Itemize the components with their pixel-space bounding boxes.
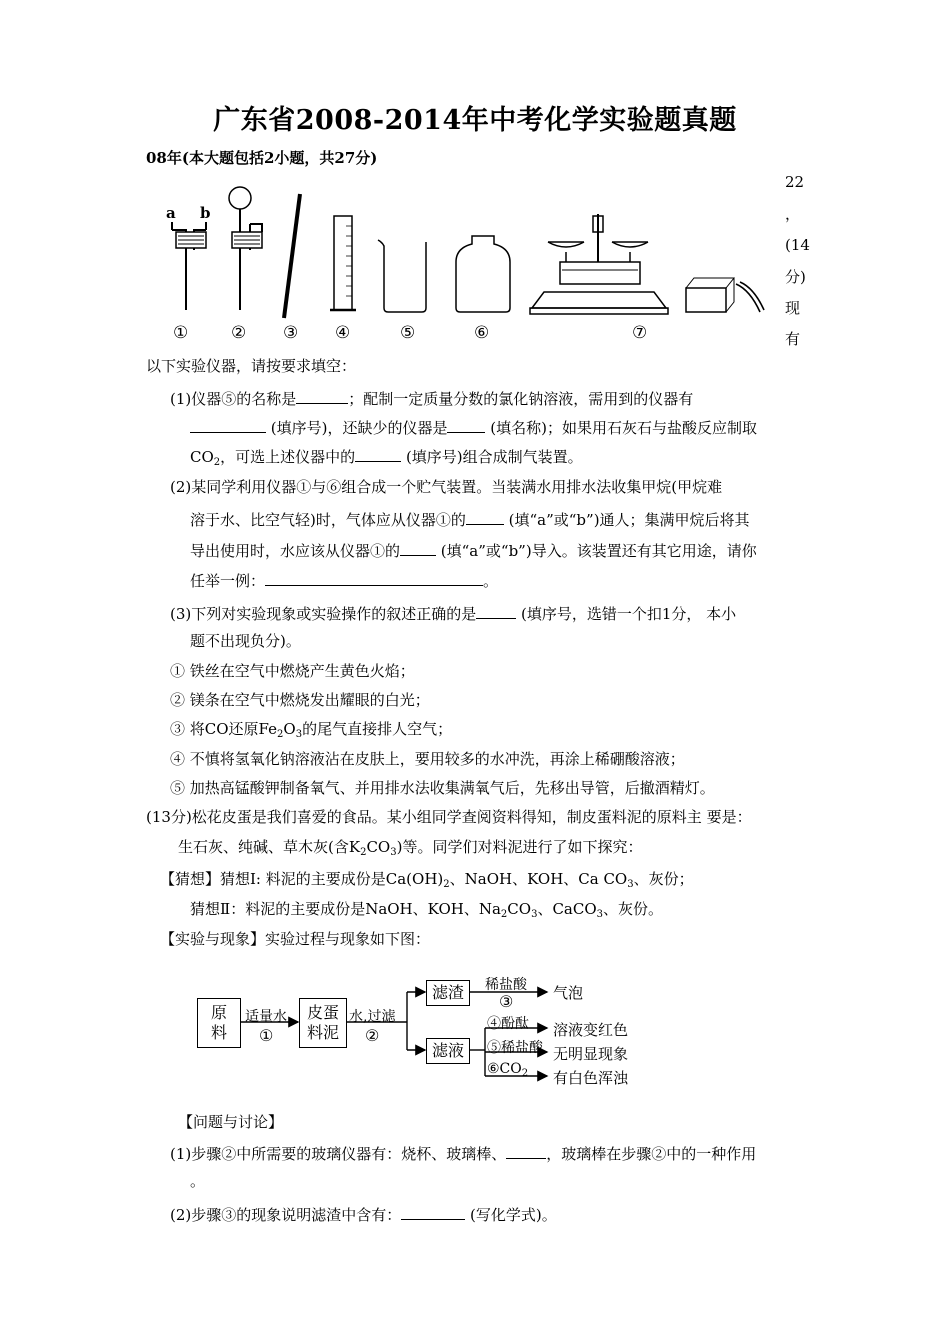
q22-part1-line1: (1)仪器⑤的名称是 ；配制一定质量分数的氯化钠溶液，需用到的仪器有 bbox=[170, 390, 694, 408]
discussion-2: (2)步骤③的现象说明滤渣中含有： (写化学式)。 bbox=[170, 1206, 557, 1224]
apparatus-num-4: ④ bbox=[335, 323, 351, 343]
option-3: ③ 将CO还原$Fe_2O_3$的尾气直接排人空气； bbox=[170, 720, 453, 740]
blank-1 bbox=[296, 389, 348, 404]
q22-side-6: 有 bbox=[785, 330, 801, 348]
blank-7 bbox=[265, 571, 483, 586]
step4-label: ④酚酞 bbox=[487, 1016, 529, 1032]
box-raw-material bbox=[197, 998, 241, 1048]
experiment-heading: 【实验与现象】实验过程与现象如下图： bbox=[160, 930, 431, 948]
box-filtrate bbox=[426, 1038, 470, 1064]
q22-side-2: ， bbox=[785, 205, 801, 223]
q23-line2: 生石灰、纯碱、草木灰(含$K_2CO_3$)等。同学们对料泥进行了如下探究： bbox=[178, 838, 643, 858]
option-5: ⑤ 加热高锰酸钾制备氧气、并用排水法收集满氧气后，先移出导管，后撤酒精灯。 bbox=[170, 779, 715, 797]
section-heading: 08年(本大题包括2小题，共27分) bbox=[146, 149, 378, 167]
q22-part2-line1: (2)某同学利用仪器①与⑥组合成一个贮气装置。当装满水用排水法收集甲烷(甲烷难 bbox=[170, 478, 723, 496]
blank-6 bbox=[400, 541, 436, 556]
apparatus-1-tube-set bbox=[166, 204, 211, 310]
option-2: ② 镁条在空气中燃烧发出耀眼的白光； bbox=[170, 691, 430, 709]
label-b: b bbox=[200, 204, 211, 222]
step6-label: $⑥CO_2$ bbox=[487, 1061, 529, 1079]
result3: 气泡 bbox=[553, 984, 584, 1002]
blank-2 bbox=[190, 418, 266, 433]
apparatus-7-balance bbox=[530, 214, 764, 314]
blank-10 bbox=[401, 1205, 465, 1220]
apparatus-num-3: ③ bbox=[283, 323, 299, 343]
page-title: 广东省2008-2014年中考化学实验题真题 bbox=[213, 105, 737, 136]
result4: 溶液变红色 bbox=[553, 1021, 629, 1039]
apparatus-5-beaker bbox=[378, 240, 426, 312]
apparatus-num-2: ② bbox=[231, 323, 247, 343]
box-egg-mud bbox=[299, 998, 347, 1048]
q22-part2-line4: 任举一例： 。 bbox=[190, 572, 499, 590]
discussion-1-line2: 。 bbox=[190, 1172, 206, 1190]
q23-line1: (13分)松花皮蛋是我们喜爱的食品。某小组同学查阅资料得知，制皮蛋料泥的原料主 要是： bbox=[146, 808, 752, 826]
step1-num: ① bbox=[259, 1026, 274, 1045]
flow-diagram bbox=[195, 968, 655, 1098]
q22-part2-line2: 溶于水、比空气轻)时，气体应从仪器①的 (填“a”或“b”)通人；集满甲烷后将其 bbox=[190, 511, 750, 529]
step5-label: ⑤稀盐酸 bbox=[487, 1040, 543, 1056]
apparatus-num-7: ⑦ bbox=[632, 323, 648, 343]
q22-part2-line3: 导出使用时，水应该从仪器①的 (填“a”或“b”)导入。该装置还有其它用途，请你 bbox=[190, 542, 757, 560]
apparatus-3-glass-rod bbox=[284, 194, 300, 318]
blank-3 bbox=[447, 418, 485, 433]
step2-num: ② bbox=[365, 1026, 380, 1045]
blank-8 bbox=[476, 604, 516, 619]
step2-label: 水,过滤 bbox=[349, 1009, 396, 1025]
apparatus-2-funnel-set bbox=[229, 187, 262, 310]
blank-9 bbox=[506, 1144, 546, 1159]
guess-1: 【猜想】猜想Ⅰ: 料泥的主要成份是$Ca(OH)_2$、NaOH、KOH、Ca $CO_3$、灰份； bbox=[160, 870, 694, 890]
discussion-heading: 【问题与讨论】 bbox=[178, 1113, 284, 1131]
option-4: ④ 不慎将氢氧化钠溶液沾在皮肤上，要用较多的水冲洗，再涂上稀硼酸溶液； bbox=[170, 750, 685, 768]
box-raw-material-text: 原 料 bbox=[210, 1003, 227, 1042]
guess-2: 猜想Ⅱ：料泥的主要成份是NaOH、KOH、$Na_2CO_3$、CaCO$_3$、灰份。 bbox=[190, 900, 664, 920]
apparatus-figure bbox=[150, 180, 770, 348]
apparatus-num-5: ⑤ bbox=[400, 323, 416, 343]
option-1: ① 铁丝在空气中燃烧产生黄色火焰； bbox=[170, 662, 415, 680]
box-filtrate-text: 滤液 bbox=[431, 1041, 464, 1060]
label-a: a bbox=[166, 204, 176, 222]
step3-label: 稀盐酸 bbox=[485, 977, 527, 993]
discussion-1-line1: (1)步骤②中所需要的玻璃仪器有：烧杯、玻璃棒、 ，玻璃棒在步骤②中的一种作用 bbox=[170, 1145, 757, 1163]
box-egg-mud-text: 皮蛋 料泥 bbox=[306, 1003, 339, 1042]
blank-4 bbox=[355, 447, 401, 462]
apparatus-num-1: ① bbox=[173, 323, 189, 343]
q22-part3-line1: (3)下列对实验现象或实验操作的叙述正确的是 (填序号，选错一个扣1分， 本小 bbox=[170, 605, 737, 623]
q22-part3-line2: 题不出现负分)。 bbox=[190, 632, 301, 650]
box-residue bbox=[426, 980, 470, 1006]
q22-part1-line3: $CO_2$，可选上述仪器中的 (填序号)组合成制气装置。 bbox=[190, 448, 583, 468]
q22-side-4: 分) bbox=[785, 268, 806, 286]
apparatus-4-cylinder bbox=[330, 216, 356, 310]
apparatus-num-6: ⑥ bbox=[474, 323, 490, 343]
result6: 有白色浑浊 bbox=[553, 1069, 629, 1087]
apparatus-6-bottle bbox=[456, 236, 510, 312]
q22-part1-line2: (填序号)，还缺少的仪器是 (填名称)；如果用石灰石与盐酸反应制取 bbox=[190, 418, 757, 436]
q22-side-3: (14 bbox=[785, 236, 810, 254]
blank-5 bbox=[466, 510, 504, 525]
step1-label: 适量水 bbox=[245, 1009, 287, 1025]
q22-intro: 以下实验仪器，请按要求填空： bbox=[146, 357, 357, 375]
step3-num: ③ bbox=[499, 992, 514, 1011]
q22-side-1: 22 bbox=[785, 173, 805, 191]
result5: 无明显现象 bbox=[553, 1045, 629, 1063]
box-residue-text: 滤渣 bbox=[431, 983, 464, 1002]
q22-side-5: 现 bbox=[785, 299, 801, 317]
